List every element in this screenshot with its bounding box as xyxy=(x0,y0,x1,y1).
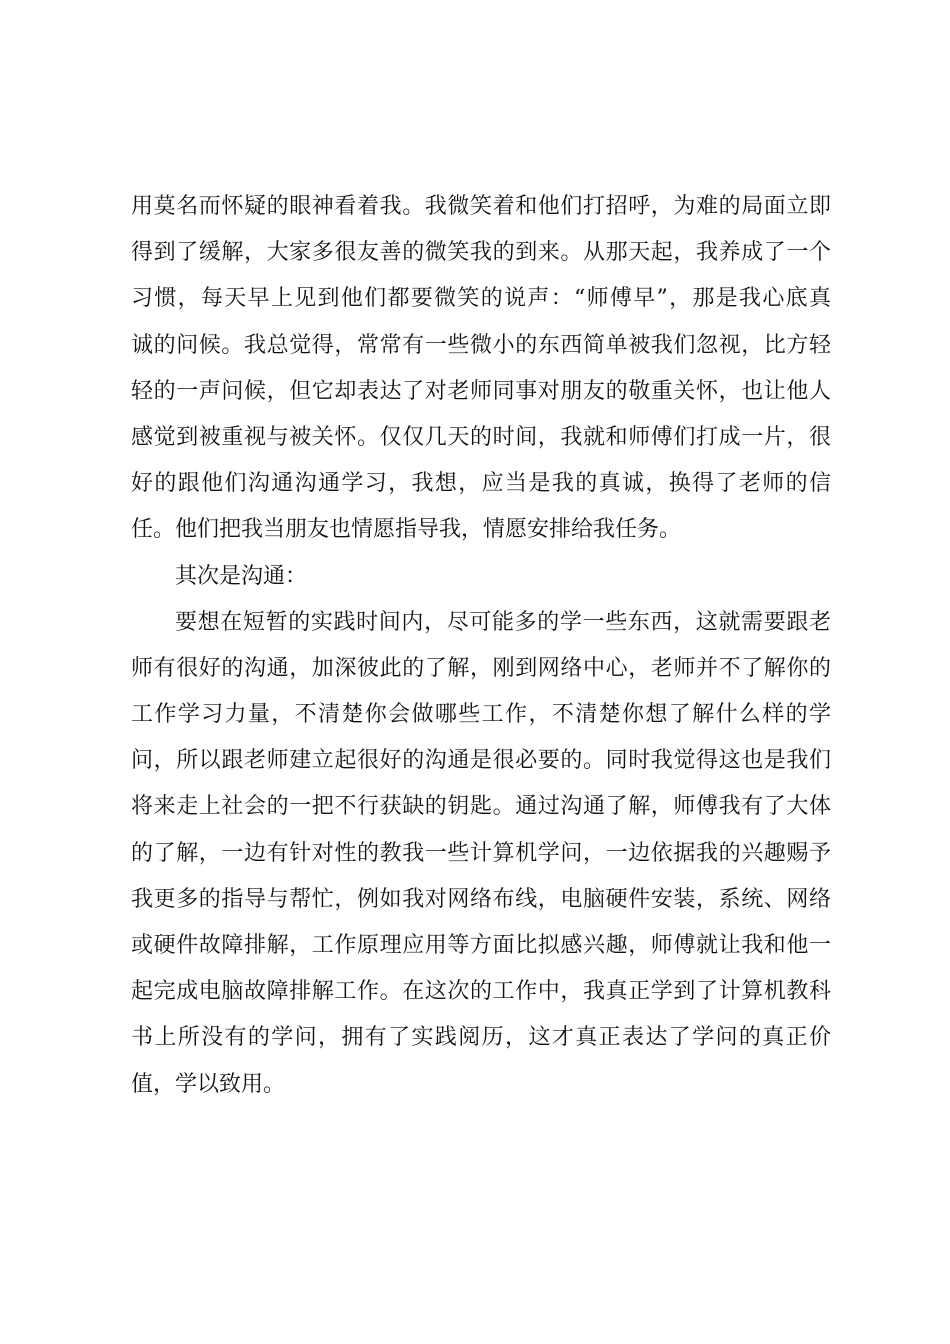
paragraph-line: 将来走上社会的一把不行获缺的钥匙。通过沟通了解，师傅我有了大体 xyxy=(131,794,831,820)
paragraph-line: 轻的一声问候，但它却表达了对老师同事对朋友的敬重关怀，也让他人 xyxy=(131,378,831,404)
paragraph-line: 起完成电脑故障排解工作。在这次的工作中，我真正学到了计算机教科 xyxy=(131,979,831,1005)
paragraph-line: 感觉到被重视与被关怀。仅仅几天的时间，我就和师傅们打成一片，很 xyxy=(131,424,831,450)
paragraph-line: 的了解，一边有针对性的教我一些计算机学问，一边依据我的兴趣赐予 xyxy=(131,840,831,866)
paragraph-line: 好的跟他们沟通沟通学习，我想，应当是我的真诚，换得了老师的信 xyxy=(131,471,831,497)
section-heading: 其次是沟通： xyxy=(175,563,308,589)
paragraph-line: 工作学习力量，不清楚你会做哪些工作，不清楚你想了解什么样的学 xyxy=(131,702,831,728)
paragraph-line: 师有很好的沟通，加深彼此的了解，刚到网络中心，老师并不了解你的 xyxy=(131,655,831,681)
paragraph-line: 用莫名而怀疑的眼神看着我。我微笑着和他们打招呼，为难的局面立即 xyxy=(131,194,831,219)
paragraph-line: 任。他们把我当朋友也情愿指导我，情愿安排给我任务。 xyxy=(131,517,682,543)
paragraph-line: 诚的问候。我总觉得，常常有一些微小的东西简单被我们忽视，比方轻 xyxy=(131,332,831,358)
paragraph-line: 得到了缓解，大家多很友善的微笑我的到来。从那天起，我养成了一个 xyxy=(131,240,831,266)
paragraph-line: 我更多的指导与帮忙，例如我对网络布线，电脑硬件安装，系统、网络 xyxy=(131,886,831,912)
paragraph-line: 书上所没有的学问，拥有了实践阅历，这才真正表达了学问的真正价 xyxy=(131,1025,831,1051)
paragraph-line: 值，学以致用。 xyxy=(131,1071,286,1097)
paragraph-line: 要想在短暂的实践时间内，尽可能多的学一些东西，这就需要跟老 xyxy=(175,609,831,635)
paragraph-line: 习惯，每天早上见到他们都要微笑的说声：“师傅早”，那是我心底真 xyxy=(131,286,831,312)
paragraph-line: 问，所以跟老师建立起很好的沟通是很必要的。同时我觉得这也是我们 xyxy=(131,748,831,774)
document-body xyxy=(131,184,831,1108)
paragraph-line: 或硬件故障排解，工作原理应用等方面比拟感兴趣，师傅就让我和他一 xyxy=(131,933,831,958)
